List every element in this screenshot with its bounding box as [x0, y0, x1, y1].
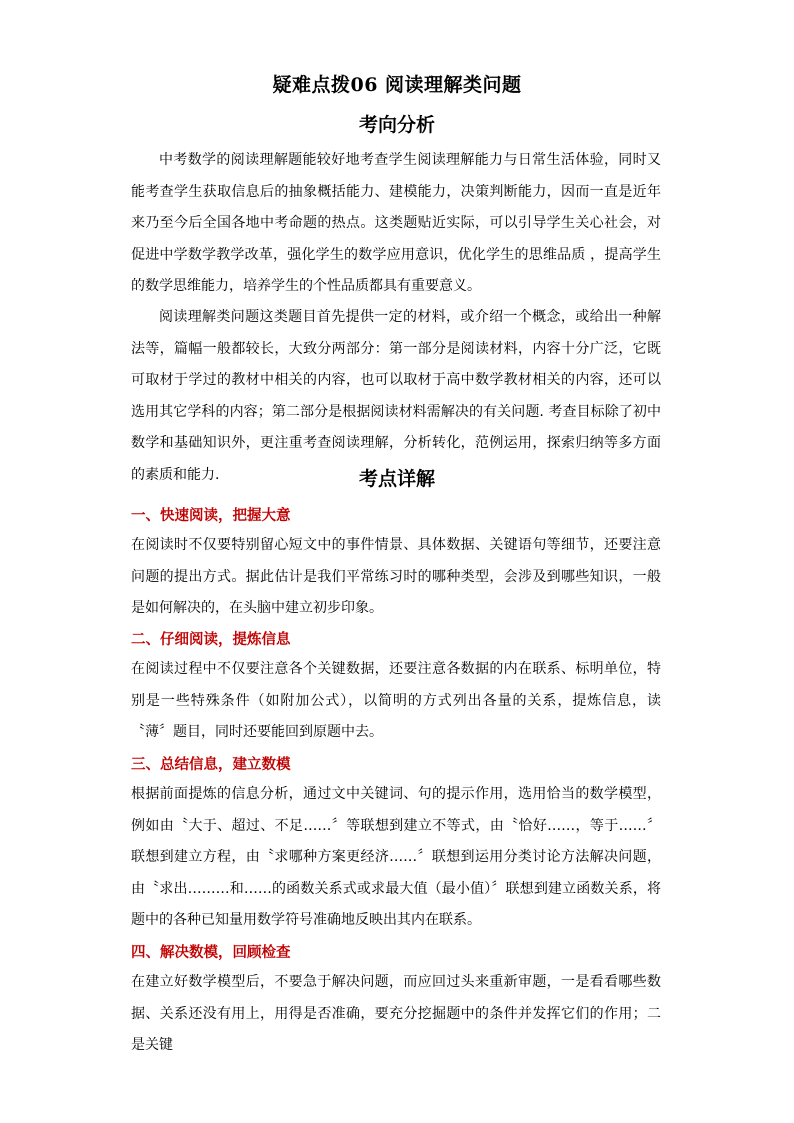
- detail-paragraph-3: 根据前面提炼的信息分析，通过文中关键词、句的提示作用，选用恰当的数学模型，例如由〝大于、超过、不足……〞等联想到建立不等式，由〝恰好……，等于……〞联想到建立方程，由〝求哪种方案更经济……〞联想到运用分类讨论方法解决问题，由〝求出………和……的函数关系式或求最大值（最小值）〞联想到建立函数关系，将题中的各种已知量用数学符号准确地反映出其内在联系。: [131, 786, 661, 928]
- detail-heading-3: 三、总结信息，建立数模: [131, 756, 291, 773]
- detail-paragraph-4: 在建立好数学模型后，不要急于解决问题，而应回过头来重新审题，一是看看哪些数据、关系还没有用上，用得是否准确，要充分挖掘题中的条件并发挥它们的作用；二是关键: [131, 974, 661, 1053]
- detail-heading-2: 二、仔细阅读，提炼信息: [131, 631, 291, 648]
- detail-paragraph-2: 在阅读过程中不仅要注意各个关键数据，还要注意各数据的内在联系、标明单位，特别是一些特殊条件（如附加公式），以简明的方式列出各量的关系，提炼信息，读〝薄〞题目，同时还要能回到原题中去。: [131, 661, 661, 740]
- detail-heading-1: 一、快速阅读，把握大意: [131, 507, 291, 524]
- section-heading-details: 考点详解: [358, 468, 435, 490]
- section-heading-analysis: 考向分析: [358, 114, 435, 136]
- analysis-paragraph-1: 中考数学的阅读理解题能较好地考查学生阅读理解能力与日常生活体验，同时又能考查学生获取信息后的抽象概括能力、建模能力，决策判断能力，因而一直是近年来乃至今后全国各地中考命题的热点。这类题贴近实际，可以引导学生关心社会，对促进中学数学教学改革，强化学生的数学应用意识，优化学生的思维品质 ，提高学生的数学思维能力，培养学生的个性品质都具有重要意义。: [131, 152, 661, 294]
- detail-paragraph-1: 在阅读时不仅要特别留心短文中的事件情景、具体数据、关键语句等细节，还要注意问题的提出方式。据此估计是我们平常练习时的哪种类型，会涉及到哪些知识，一般是如何解决的，在头脑中建立初步印象。: [131, 537, 661, 616]
- document-title: 疑难点拨06 阅读理解类问题: [272, 74, 522, 96]
- detail-heading-4: 四、解决数模，回顾检查: [131, 944, 291, 961]
- analysis-paragraph-2: 阅读理解类问题这类题目首先提供一定的材料，或介绍一个概念，或给出一种解法等，篇幅一般都较长，大致分两部分：第一部分是阅读材料，内容十分广泛，它既可取材于学过的教材中相关的内容，也可以取材于高中数学教材相关的内容，还可以选用其它学科的内容；第二部分是根据阅读材料需解决的有关问题. 考查目标除了初中数学和基础知识外，更注重考查阅读理解，分析转化，范例运用，探索归纳等多方面的素质和能力.: [131, 309, 661, 483]
